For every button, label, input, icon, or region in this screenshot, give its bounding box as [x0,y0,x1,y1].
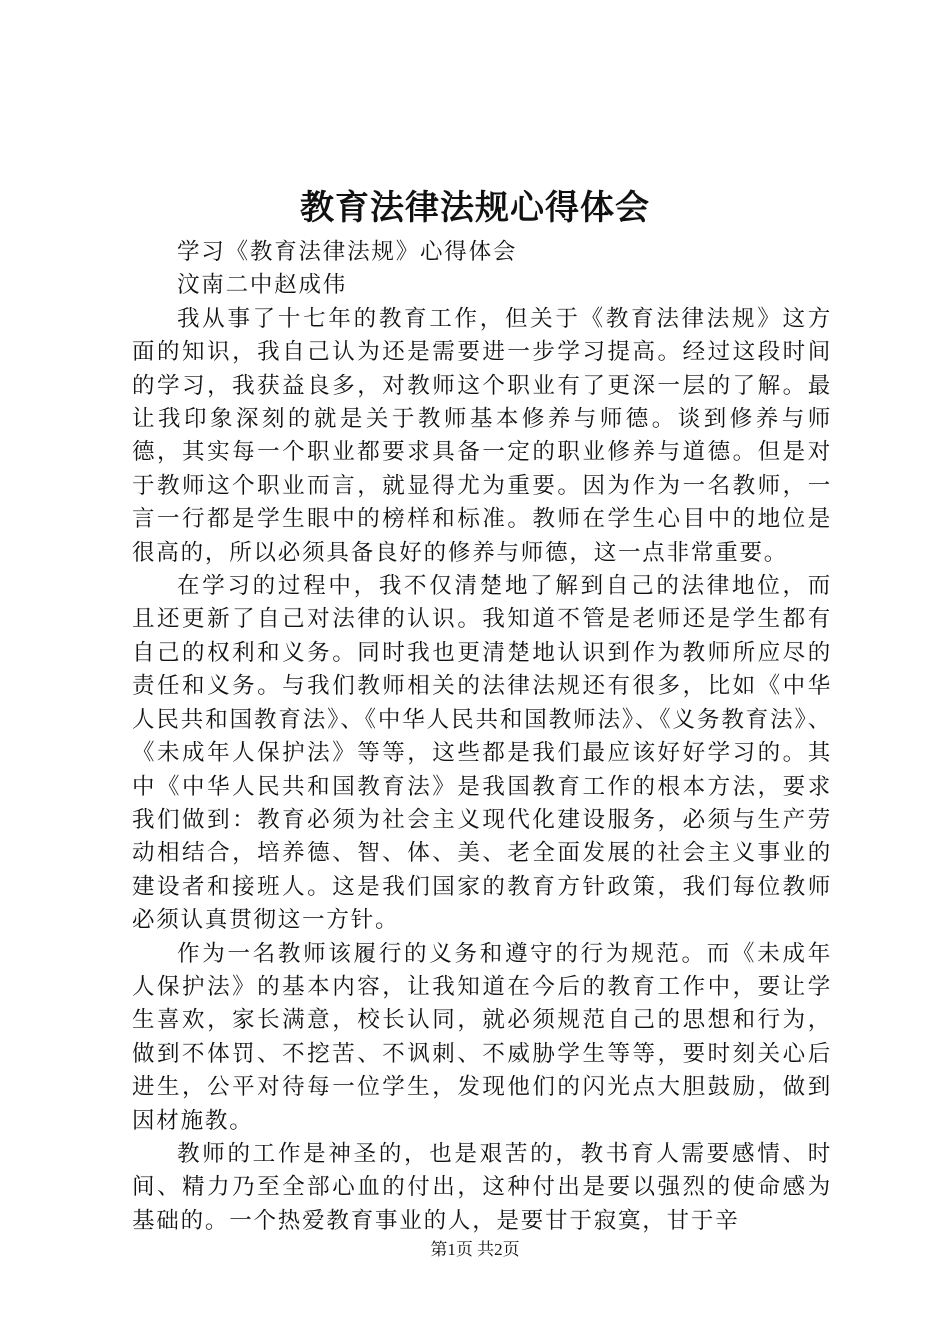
subtitle-paragraph: 学习《教育法律法规》心得体会 [177,239,518,265]
document-body [132,236,832,1238]
body-paragraph-3: 作为一名教师该履行的义务和遵守的行为规范。而《未成年人保护法》的基本内容，让我知道在今后的教育工作中，要让学生喜欢，家长满意，校长认同，就必须规范自己的思想和行为，做到不体罚、不挖苦、不讽刺、不威胁学生等等，要时刻关心后进生，公平对待每一位学生，发现他们的闪光点大胆鼓励，做到因材施教。 [132,940,832,1134]
body-paragraph-4: 教师的工作是神圣的，也是艰苦的，教书育人需要感情、时间、精力乃至全部心血的付出，这种付出是要以强烈的使命感为基础的。一个热爱教育事业的人，是要甘于寂寞，甘于辛 [132,1140,832,1234]
document-title: 教育法律法规心得体会 [300,188,650,228]
page-number-footer: 第1页 共2页 [430,1240,520,1259]
body-paragraph-1: 我从事了十七年的教育工作，但关于《教育法律法规》这方面的知识，我自己认为还是需要进一步学习提高。经过这段时间的学习，我获益良多，对教师这个职业有了更深一层的了解。最让我印象深刻的就是关于教师基本修养与师德。谈到修养与师德，其实每一个职业都要求具备一定的职业修养与道德。但是对于教师这个职业而言，就显得尤为重要。因为作为一名教师，一言一行都是学生眼中的榜样和标准。教师在学生心目中的地位是很高的，所以必须具备良好的修养与师德，这一点非常重要。 [132,305,832,566]
author-paragraph: 汶南二中赵成伟 [177,272,348,299]
body-paragraph-2: 在学习的过程中，我不仅清楚地了解到自己的法律地位，而且还更新了自己对法律的认识。我知道不管是老师还是学生都有自己的权利和义务。同时我也更清楚地认识到作为教师所应尽的责任和义务。与我们教师相关的法律法规还有很多，比如《中华人民共和国教育法》、《中华人民共和国教师法》、《义务教育法》、《未成年人保护法》等等，这些都是我们最应该好好学习的。其中《中华人民共和国教育法》是我国教育工作的根本方法，要求我们做到：教育必须为社会主义现代化建设服务，必须与生产劳动相结合，培养德、智、体、美、老全面发展的社会主义事业的建设者和接班人。这是我们国家的教育方针政策，我们每位教师必须认真贯彻这一方针。 [132,573,832,934]
